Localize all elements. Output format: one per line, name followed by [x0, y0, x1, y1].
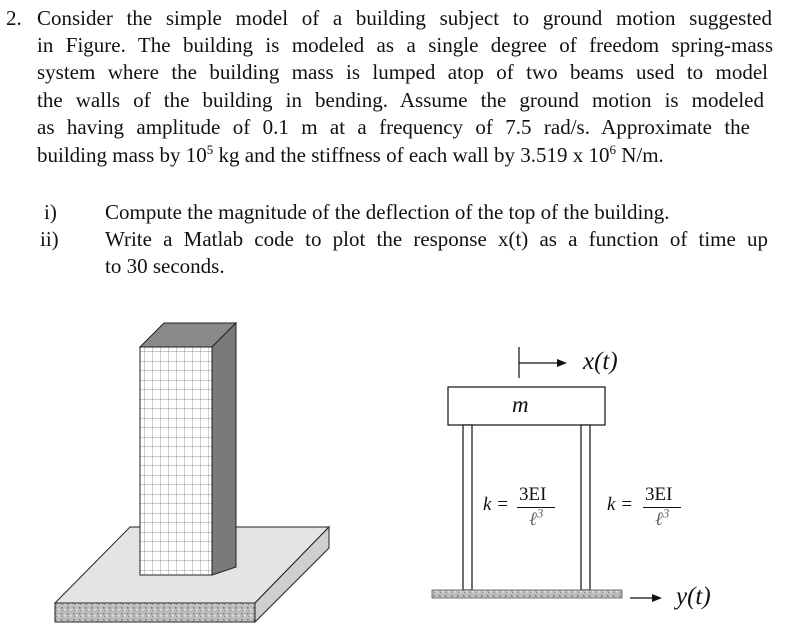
k-numerator: 3EI	[645, 484, 673, 505]
x-label: x(t)	[583, 348, 618, 375]
problem-line: in Figure. The building is modeled as a single degree of freedom spring-mass	[37, 33, 773, 57]
left-wall	[463, 425, 472, 590]
exponent: 5	[206, 142, 214, 157]
spring-mass-diagram	[432, 347, 662, 602]
exponent: 6	[609, 142, 616, 157]
k-denominator: ℓ	[655, 509, 663, 530]
arrow-right-icon	[557, 359, 567, 367]
subitem-marker: i)	[44, 200, 57, 224]
text: kg and the stiffness of each wall by 3.519 x 10	[213, 143, 610, 167]
building-illustration	[55, 323, 329, 622]
arrow-right-icon	[652, 594, 662, 602]
tower-side	[212, 323, 236, 575]
right-wall	[581, 425, 590, 590]
k-label: k =	[607, 494, 634, 515]
y-label: y(t)	[676, 583, 711, 610]
ground	[432, 590, 622, 598]
exponent: 3	[536, 505, 544, 521]
k-label: k =	[483, 494, 510, 515]
k-numerator: 3EI	[519, 484, 547, 505]
text: N/m.	[615, 143, 664, 167]
problem-line: system where the building mass is lumped atop of two beams used to model	[37, 60, 768, 84]
problem-line: Consider the simple model of a building subject to ground motion suggested	[37, 6, 772, 30]
subitem-text: to 30 seconds.	[105, 254, 225, 278]
slab-front	[55, 603, 255, 622]
exponent: 3	[662, 505, 670, 521]
problem-number: 2.	[6, 6, 22, 30]
mass-label: m	[512, 392, 529, 417]
problem-line: the walls of the building in bending. Assume the ground motion is modeled	[37, 88, 764, 112]
subitem-text: Write a Matlab code to plot the response x(t) as a function of time up	[105, 227, 768, 251]
tower-front	[140, 347, 212, 575]
text: building mass by 10	[37, 143, 207, 167]
subitem-text: Compute the magnitude of the deflection of the top of the building.	[105, 200, 670, 224]
problem-line: as having amplitude of 0.1 m at a frequency of 7.5 rad/s. Approximate the	[37, 115, 750, 139]
k-denominator: ℓ	[529, 509, 537, 530]
subitem-marker: ii)	[40, 227, 59, 251]
